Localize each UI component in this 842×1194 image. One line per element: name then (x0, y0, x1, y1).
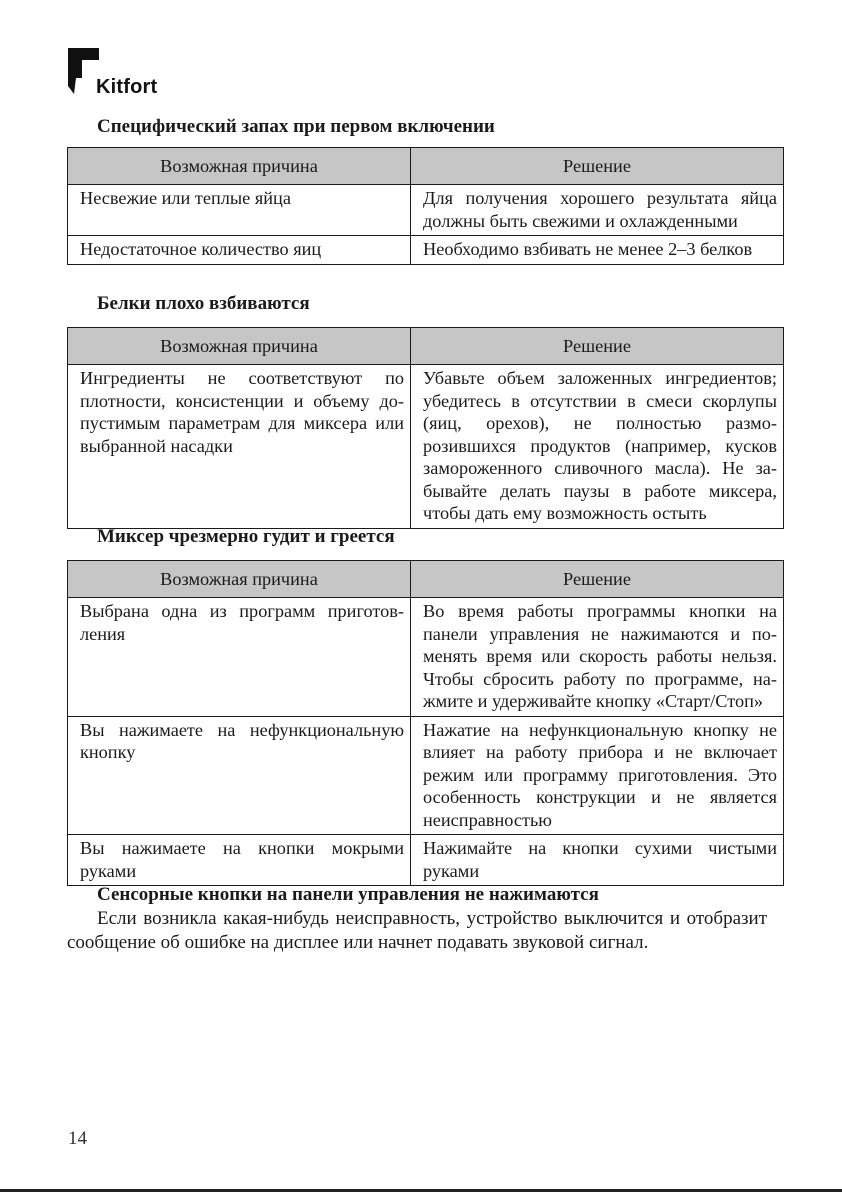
cause-cell: Недостаточное количество яиц (68, 236, 411, 265)
table-row (68, 716, 784, 835)
table-row (68, 185, 784, 236)
table-row (68, 236, 784, 265)
section-heading-whipping: Белки плохо взбиваются (97, 293, 310, 314)
page-bottom-rule (0, 1189, 842, 1192)
body-paragraph: Если возникла какая-нибудь неисправность, устройство выключится и отобразит сообщение об ошибке на дисплее или начнет подавать звуковой сигнал. (67, 908, 767, 953)
cause-cell: Вы нажимаете на нефункциональную кнопку (68, 716, 411, 835)
cause-cell: Вы нажимаете на кнопки мокрыми руками (68, 835, 411, 886)
column-header-solution: Решение (411, 328, 784, 365)
column-header-solution: Решение (411, 561, 784, 598)
solution-cell: Необходимо взбивать не менее 2–3 белков (411, 236, 784, 265)
column-header-cause: Возможная причина (68, 561, 411, 598)
table-header-row (68, 561, 784, 598)
table-row (68, 598, 784, 717)
column-header-cause: Возможная причина (68, 328, 411, 365)
troubleshooting-table-noise (67, 560, 784, 886)
section-heading-touch-buttons: Сенсорные кнопки на панели управления не нажимаются (97, 884, 599, 905)
solution-cell: Нажимайте на кнопки сухими чистыми руками (411, 835, 784, 886)
kitfort-logo (68, 48, 168, 104)
solution-cell: Убавьте объем заложенных ингредиентов; убедитесь в отсутствии в смеси скорлупы (яиц, орехов), не полностью разморозившихся продуктов (например, кусков замороженного сливочного масла). Не забывайте делать паузы в работе миксера, чтобы дать ему возможность остыть (411, 365, 784, 529)
cause-cell: Несвежие или теплые яйца (68, 185, 411, 236)
troubleshooting-table-smell (67, 147, 784, 265)
cause-cell: Выбрана одна из программ приготовления (68, 598, 411, 717)
solution-cell: Для получения хорошего результата яйца должны быть свежими и охлажденными (411, 185, 784, 236)
table-header-row (68, 148, 784, 185)
table-row (68, 835, 784, 886)
solution-cell: Во время работы программы кнопки на панели управления не нажимаются и поменять время или скорость работы нельзя. Чтобы сбросить работу по программе, нажмите и удерживайте кнопку «Старт/Стоп» (411, 598, 784, 717)
column-header-solution: Решение (411, 148, 784, 185)
cause-cell: Ингредиенты не соответствуют по плотности, консистенции и объему допустимым параметрам для миксера или выбранной насадки (68, 365, 411, 529)
table-header-row (68, 328, 784, 365)
column-header-cause: Возможная причина (68, 148, 411, 185)
section-heading-noise: Миксер чрезмерно гудит и греется (97, 526, 395, 547)
page-number: 14 (68, 1128, 87, 1149)
brand-name: Kitfort (96, 76, 158, 98)
solution-cell: Нажатие на нефункциональную кнопку не влияет на работу прибора и не включает режим или программу приготовления. Это особенность конструкции и не является неисправностью (411, 716, 784, 835)
section-heading-smell: Специфический запах при первом включении (97, 116, 495, 137)
troubleshooting-table-whipping (67, 327, 784, 529)
table-row (68, 365, 784, 529)
